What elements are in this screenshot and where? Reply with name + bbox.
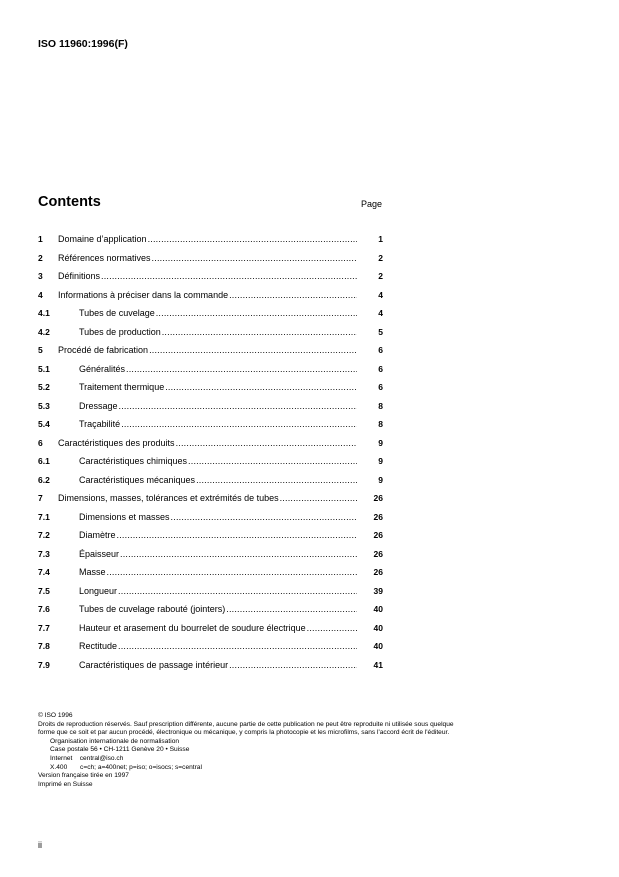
toc-entry-body [79, 563, 357, 582]
toc-entry-page: 8 [378, 400, 383, 411]
document-id: ISO 11960:1996(F) [38, 38, 128, 50]
toc-entry-body [79, 526, 357, 545]
toc-entry-label: Masse [79, 567, 106, 577]
toc-entry-number: 7 [38, 493, 43, 503]
toc-entry[interactable] [38, 471, 383, 490]
rights-statement: Droits de reproduction réservés. Sauf prescription différente, aucune partie de cette publication ne peut être reproduite ni utilisée sous quelque [38, 720, 454, 728]
toc-entry-page: 9 [378, 474, 383, 485]
toc-entry-page: 9 [378, 437, 383, 448]
toc-entry-body [58, 434, 357, 453]
toc-entry[interactable] [38, 341, 383, 360]
toc-entry-body [79, 360, 357, 379]
dot-leader [126, 360, 357, 379]
toc-entry-number: 6.2 [38, 474, 50, 485]
toc-entry[interactable] [38, 360, 383, 379]
toc-entry-number: 7.2 [38, 530, 50, 540]
copyright-notice [38, 712, 588, 789]
toc-entry-number: 5.2 [38, 382, 50, 392]
dot-leader [162, 323, 357, 342]
toc-entry-label: Dimensions, masses, tolérances et extrémités de tubes [58, 493, 279, 503]
toc-entry-label: Caractéristiques chimiques [79, 456, 188, 466]
toc-entry-label: Informations à préciser dans la commande [58, 289, 229, 300]
toc-entry-label: Tubes de cuvelage [79, 308, 155, 318]
toc-entry[interactable] [38, 415, 383, 434]
dot-leader [156, 304, 357, 323]
toc-entry-number: 5.3 [38, 400, 50, 411]
toc-entry-page: 6 [378, 382, 383, 392]
dot-leader [196, 471, 357, 490]
internet-address: Internet central@iso.ch [50, 754, 124, 762]
toc-entry[interactable] [38, 656, 383, 675]
toc-entry-page: 26 [373, 567, 383, 577]
toc-entry-body [79, 637, 357, 656]
dot-leader [118, 582, 357, 601]
dot-leader [188, 452, 357, 471]
toc-entry-number: 4.2 [38, 326, 50, 337]
toc-entry-label: Traitement thermique [79, 382, 165, 392]
toc-entry-label: Caractéristiques des produits [58, 437, 175, 448]
toc-entry-number: 2 [38, 252, 43, 263]
toc-entry-label: Dimensions et masses [79, 511, 170, 522]
x400-address: X.400 c=ch; a=400net; p=iso; o=isocs; s=central [50, 763, 202, 771]
toc-entry[interactable] [38, 249, 383, 268]
toc-entry-label: Épaisseur [79, 548, 120, 559]
toc-entry[interactable] [38, 452, 383, 471]
toc-entry-label: Caractéristiques de passage intérieur [79, 659, 229, 670]
toc-entry-page: 39 [373, 585, 383, 596]
version-note: Version française tirée en 1997 [38, 772, 129, 780]
toc-entry[interactable] [38, 619, 383, 638]
toc-entry-body [79, 304, 357, 323]
toc-entry[interactable] [38, 323, 383, 342]
rights-statement-cont: forme que ce soit et par aucun procédé, électronique ou mécanique, y compris la photocopie et les microfilms, sans l'accord écrit de l'éditeur. [38, 729, 450, 737]
toc-entry-page: 26 [373, 493, 383, 503]
toc-entry-page: 40 [373, 604, 383, 614]
toc-entry[interactable] [38, 563, 383, 582]
toc-entry-page: 26 [373, 511, 383, 522]
dot-leader [307, 619, 357, 638]
toc-entry[interactable] [38, 489, 383, 508]
toc-entry[interactable] [38, 600, 383, 619]
dot-leader [171, 508, 357, 527]
toc-entry-number: 7.5 [38, 585, 50, 596]
toc-entry-label: Tubes de production [79, 326, 161, 337]
toc-entry-label: Généralités [79, 363, 126, 374]
dot-leader [118, 637, 357, 656]
toc-entry-page: 40 [373, 622, 383, 633]
toc-entry-number: 6 [38, 437, 43, 448]
toc-entry-number: 6.1 [38, 456, 50, 466]
toc-entry-page: 1 [378, 234, 383, 244]
dot-leader [176, 434, 357, 453]
toc-entry[interactable] [38, 582, 383, 601]
page-number: ii [38, 840, 42, 850]
toc-entry-body [79, 582, 357, 601]
toc-entry-body [79, 323, 357, 342]
toc-entry[interactable] [38, 637, 383, 656]
toc-entry-number: 7.7 [38, 622, 50, 633]
dot-leader [226, 600, 357, 619]
toc-entry-number: 5.1 [38, 363, 50, 374]
postal-address: Case postale 56 • CH-1211 Genève 20 • Suisse [50, 746, 190, 754]
toc-entry-body [58, 341, 357, 360]
toc-entry[interactable] [38, 286, 383, 305]
dot-leader [119, 397, 357, 416]
toc-entry-label: Définitions [58, 271, 101, 281]
printed-note: Imprimé en Suisse [38, 780, 93, 788]
toc-entry-label: Rectitude [79, 641, 118, 651]
dot-leader [229, 286, 357, 305]
toc-entry-label: Domaine d’application [58, 234, 147, 244]
toc-entry-body [79, 397, 357, 416]
toc-entry-body [79, 415, 357, 434]
toc-entry-number: 7.8 [38, 641, 50, 651]
toc-entry-number: 7.9 [38, 659, 50, 670]
toc-entry-label: Tubes de cuvelage rabouté (jointers) [79, 604, 226, 614]
toc-entry-page: 4 [378, 308, 383, 318]
dot-leader [121, 415, 357, 434]
toc-entry-number: 7.3 [38, 548, 50, 559]
dot-leader [107, 563, 357, 582]
toc-entry-page: 26 [373, 548, 383, 559]
toc-entry-page: 5 [378, 326, 383, 337]
toc-entry-number: 4 [38, 289, 43, 300]
toc-entry-body [58, 230, 357, 249]
toc-entry-body [58, 267, 357, 286]
toc-entry-label: Diamètre [79, 530, 116, 540]
toc-entry-page: 9 [378, 456, 383, 466]
toc-entry-page: 6 [378, 345, 383, 355]
toc-entry[interactable] [38, 545, 383, 564]
page-column-header: Page [361, 199, 383, 209]
toc-entry-number: 7.4 [38, 567, 50, 577]
dot-leader [120, 545, 357, 564]
toc-entry-number: 4.1 [38, 308, 50, 318]
dot-leader [149, 341, 357, 360]
toc-entry-body [79, 600, 357, 619]
dot-leader [280, 489, 357, 508]
dot-leader [165, 378, 357, 397]
toc-entry[interactable] [38, 526, 383, 545]
toc-entry-page: 4 [378, 289, 383, 300]
toc-entry[interactable] [38, 434, 383, 453]
toc-entry-label: Caractéristiques mécaniques [79, 474, 196, 485]
toc-entry-page: 6 [378, 363, 383, 374]
toc-entry-body [79, 656, 357, 675]
toc-entry-number: 5.4 [38, 419, 50, 429]
toc-entry[interactable] [38, 397, 383, 416]
toc-entry-page: 2 [378, 271, 383, 281]
toc-entry-label: Procédé de fabrication [58, 345, 149, 355]
toc-entry-page: 41 [373, 659, 383, 670]
toc-entry-number: 1 [38, 234, 43, 244]
dot-leader [229, 656, 357, 675]
copyright-line: © ISO 1996 [38, 712, 73, 719]
toc-entry-number: 5 [38, 345, 43, 355]
table-of-contents [38, 230, 383, 674]
toc-entry-body [58, 489, 357, 508]
toc-entry-label: Longueur [79, 585, 118, 596]
toc-entry-body [79, 508, 357, 527]
toc-entry-number: 7.1 [38, 511, 50, 522]
organization-name: Organisation internationale de normalisation [50, 737, 180, 745]
toc-entry[interactable] [38, 378, 383, 397]
toc-entry-page: 26 [373, 530, 383, 540]
toc-entry-page: 2 [378, 252, 383, 263]
contents-heading: Contents [38, 194, 101, 210]
toc-entry-label: Traçabilité [79, 419, 121, 429]
dot-leader [117, 526, 357, 545]
toc-entry-page: 8 [378, 419, 383, 429]
toc-entry-body [79, 545, 357, 564]
toc-entry-label: Hauteur et arasement du bourrelet de soudure électrique [79, 622, 306, 633]
toc-entry-number: 7.6 [38, 604, 50, 614]
toc-entry-number: 3 [38, 271, 43, 281]
toc-entry[interactable] [38, 508, 383, 527]
toc-entry[interactable] [38, 304, 383, 323]
toc-entry-label: Dressage [79, 400, 118, 411]
toc-entry-body [58, 286, 357, 305]
dot-leader [148, 230, 357, 249]
toc-entry[interactable] [38, 230, 383, 249]
toc-entry-label: Références normatives [58, 252, 151, 263]
dot-leader [101, 267, 357, 286]
toc-entry-body [79, 619, 357, 638]
dot-leader [152, 249, 357, 268]
toc-entry-body [79, 471, 357, 490]
toc-entry-body [79, 378, 357, 397]
toc-entry-page: 40 [373, 641, 383, 651]
toc-entry-body [58, 249, 357, 268]
toc-entry-body [79, 452, 357, 471]
toc-entry[interactable] [38, 267, 383, 286]
